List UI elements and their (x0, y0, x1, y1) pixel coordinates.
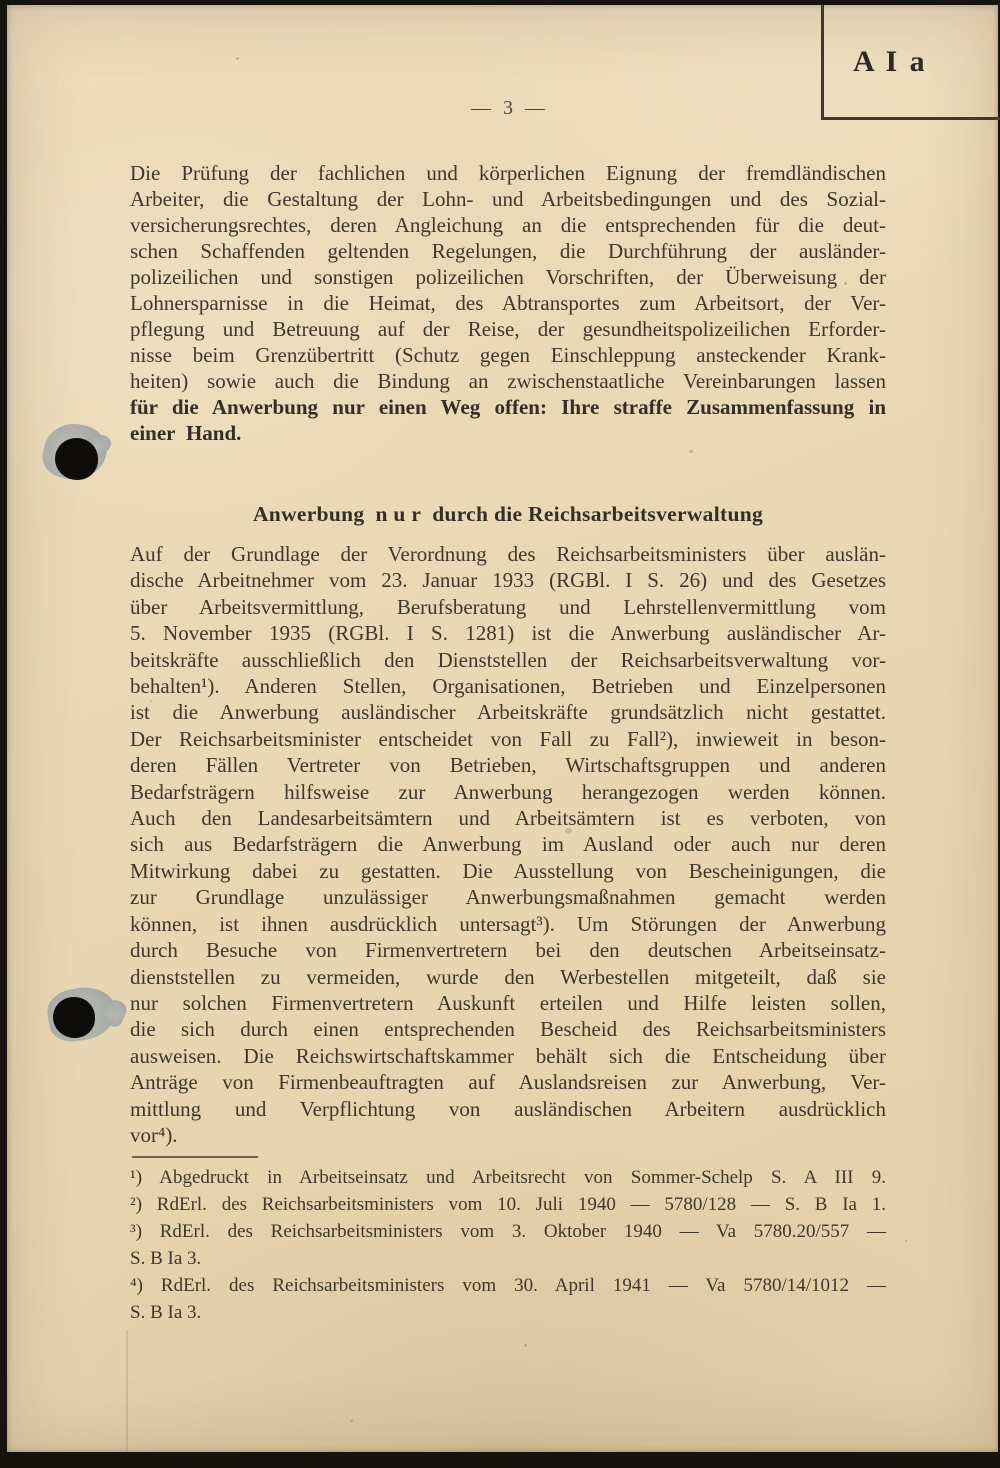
text-line: dienststellen zu vermeiden, wurde den Werbestellen mitgeteilt, daß sie (130, 964, 886, 989)
text-line: 5. November 1935 (RGBl. I S. 1281) ist die Anwerbung ausländischer Ar- (130, 621, 886, 646)
page-number: — 3 — (471, 97, 545, 119)
text-line: zur Grundlage unzulässiger Anwerbungsmaßnahmen gemacht werden (130, 885, 886, 910)
text-line: S. B Ia 3. (130, 1301, 202, 1323)
text-line: dische Arbeitnehmer vom 23. Januar 1933 (RGBl. I S. 26) und des Gesetzes (130, 568, 886, 593)
hole-punch-top (55, 438, 98, 480)
text-line: behalten¹). Anderen Stellen, Organisationen, Betrieben und Einzelpersonen (130, 674, 886, 699)
text-line: ist die Anwerbung ausländischer Arbeitskräfte grundsätzlich nicht gestattet. (130, 700, 886, 725)
text-line: S. B Ia 3. (130, 1247, 202, 1269)
text-line: nisse beim Grenzübertritt (Schutz gegen Einschleppung ansteckender Krank- (130, 343, 886, 367)
text-line: Mitwirkung dabei zu gestatten. Die Ausstellung von Bescheinigungen, die (130, 858, 886, 883)
text-line: versicherungsrechtes, deren Angleichung an die entsprechenden für die deut- (130, 213, 886, 237)
text-line: Die Prüfung der fachlichen und körperlichen Eignung der fremdländischen (130, 161, 886, 185)
footnote-separator (132, 1156, 258, 1158)
classification-label: A I a (853, 45, 926, 78)
paper-speck (150, 700, 152, 702)
paper-speck (905, 1240, 907, 1242)
text-line: heiten) sowie auch die Bindung an zwischenstaatliche Vereinbarungen lassen (130, 369, 886, 393)
text-line: Bedarfsträgern hilfsweise zur Anwerbung herangezogen werden können. (130, 779, 886, 804)
text-line: deren Fällen Vertreter von Betrieben, Wirtschaftsgruppen und anderen (130, 753, 886, 778)
text-line: ⁴) RdErl. des Reichsarbeitsministers vom 30. April 1941 — Va 5780/14/1012 — (130, 1274, 886, 1296)
text-line: einer Hand. (130, 421, 242, 445)
text-line: Anträge von Firmenbeauftragten auf Auslandsreisen zur Anwerbung, Ver- (130, 1070, 886, 1095)
text-line: Arbeiter, die Gestaltung der Lohn- und Arbeitsbedingungen und des Sozial- (130, 187, 886, 211)
text-line: schen Schaffenden geltenden Regelungen, die Durchführung der ausländer- (130, 239, 886, 263)
main-paragraph (130, 541, 886, 1148)
text-line: können, ist ihnen ausdrücklich untersagt³). Um Störungen der Anwerbung (130, 911, 886, 936)
text-line: sich aus Bedarfsträgern die Anwerbung im Ausland oder auch nur deren (130, 832, 886, 857)
text-line: pflegung und Betreuung auf der Reise, der gesundheitspolizeilichen Erforder- (130, 317, 886, 341)
text-line: ¹) Abgedruckt in Arbeitseinsatz und Arbeitsrecht von Sommer-Schelp S. A III 9. (130, 1167, 886, 1188)
text-line: die sich durch einen entsprechenden Bescheid des Reichsarbeitsministers (130, 1017, 886, 1042)
paper-speck (524, 1344, 527, 1347)
text-line: über Arbeitsvermittlung, Berufsberatung und Lehrstellenvermittlung vom (130, 594, 886, 619)
text-line: für die Anwerbung nur einen Weg offen: Ihre straffe Zusammenfassung in (130, 395, 886, 419)
text-line: polizeilichen und sonstigen polizeilichen Vorschriften, der Überweisung der (130, 265, 886, 289)
text-line: beitskräfte ausschließlich den Dienststellen der Reichsarbeitsverwaltung vor- (130, 647, 886, 672)
text-line: nur solchen Firmenvertretern Auskunft erteilen und Hilfe leisten sollen, (130, 990, 886, 1015)
text-line: mittlung und Verpflichtung von ausländischen Arbeitern ausdrücklich (130, 1096, 886, 1121)
paper (7, 5, 998, 1452)
paper-speck (350, 1420, 353, 1422)
paper-smudge (565, 828, 572, 834)
text-line: ausweisen. Die Reichswirtschaftskammer behält sich die Entscheidung über (130, 1043, 886, 1068)
paper-speck (689, 450, 693, 453)
paper-speck (236, 57, 239, 60)
paper-crease (126, 1330, 128, 1452)
paper-speck (844, 282, 847, 285)
text-line: ²) RdErl. des Reichsarbeitsministers vom 10. Juli 1940 — 5780/128 — S. B Ia 1. (130, 1193, 886, 1215)
text-line: Der Reichsarbeitsminister entscheidet von Fall zu Fall²), inwieweit in beson- (130, 726, 886, 751)
text-line: ³) RdErl. des Reichsarbeitsministers vom 3. Oktober 1940 — Va 5780.20/557 — (130, 1220, 886, 1242)
text-line: durch Besuche von Firmenvertretern bei den deutschen Arbeitseinsatz- (130, 938, 886, 963)
text-line: Auch den Landesarbeitsämtern und Arbeitsämtern ist es verboten, von (130, 806, 886, 831)
intro-paragraph (130, 160, 886, 446)
text-line: vor⁴). (130, 1122, 178, 1147)
text-line: Lohnersparnisse in die Heimat, des Abtransportes zum Arbeitsort, der Ver- (130, 291, 886, 315)
footnote-block (130, 1165, 886, 1326)
section-heading: Anwerbung n u r durch die Reichsarbeitsverwaltung (252, 502, 764, 526)
text-line: Auf der Grundlage der Verordnung des Reichsarbeitsministers über auslän- (130, 542, 886, 566)
hole-punch-bottom (53, 997, 95, 1038)
